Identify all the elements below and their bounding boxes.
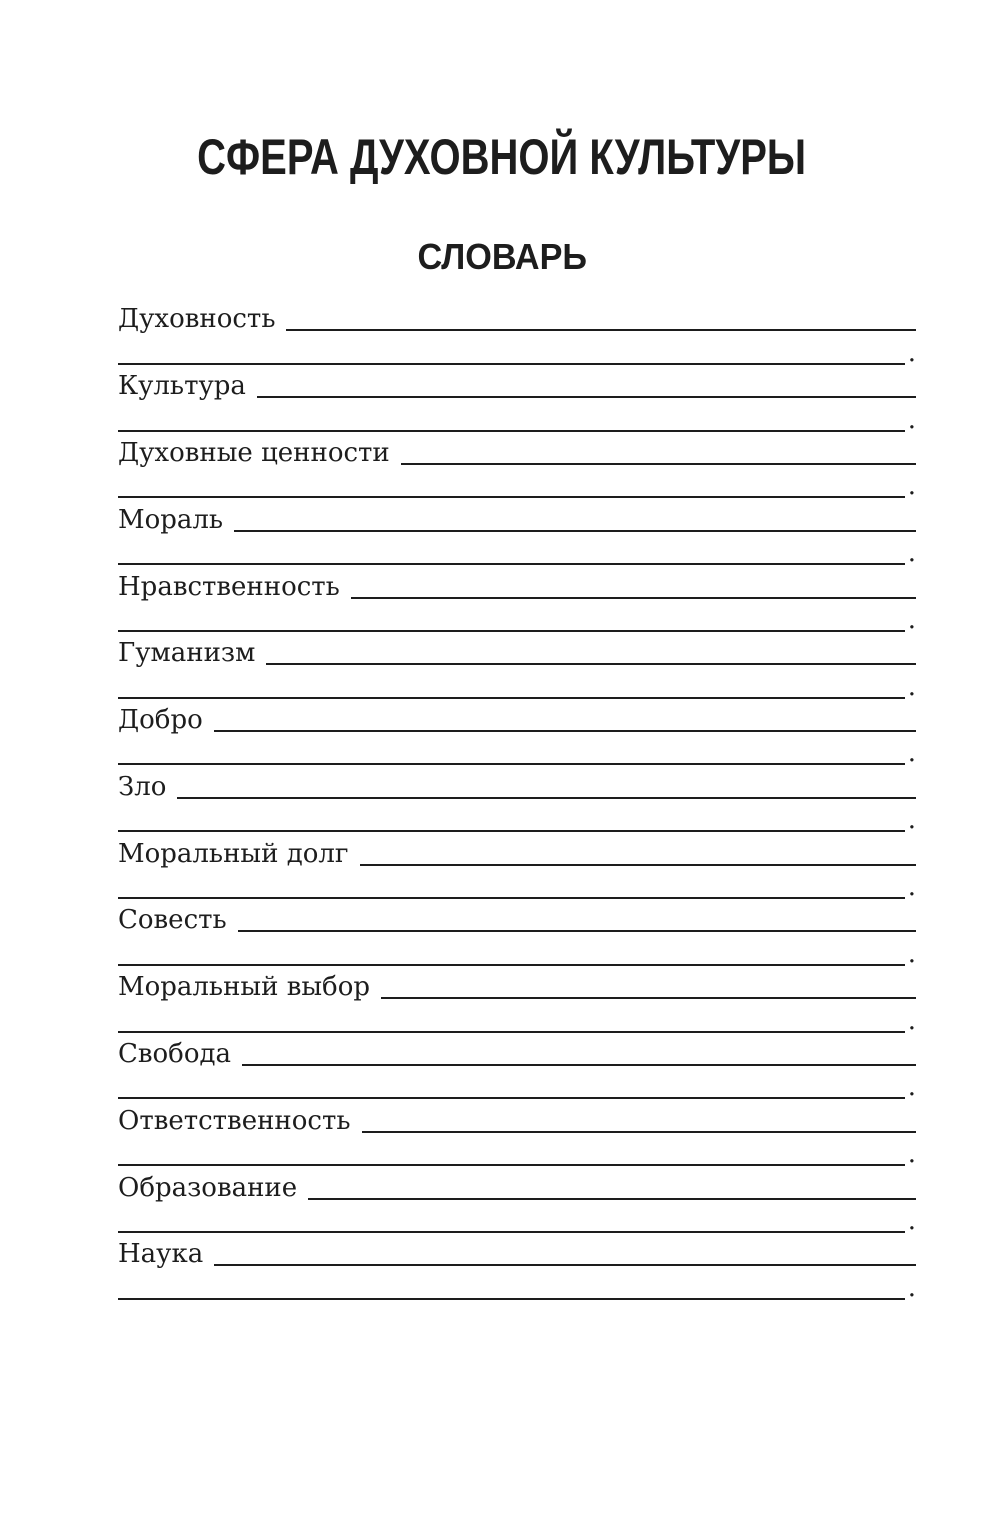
glossary-entry — [118, 1036, 916, 1103]
term-row — [118, 368, 916, 401]
definition-blank-line — [308, 1198, 916, 1200]
sentence-period: . — [907, 872, 916, 903]
document-page — [0, 129, 1004, 1532]
continuation-row — [118, 1002, 916, 1035]
definition-blank-line — [257, 396, 916, 398]
term-row — [118, 435, 916, 468]
glossary-entry — [118, 969, 916, 1036]
continuation-row — [118, 735, 916, 768]
definition-blank-line — [118, 897, 905, 899]
sentence-period: . — [907, 471, 916, 502]
glossary-entry — [118, 568, 916, 635]
definition-blank-line — [360, 864, 916, 866]
definition-blank-line — [118, 363, 905, 365]
glossary-entry — [118, 368, 916, 435]
term-label: Культура — [118, 371, 246, 402]
definition-blank-line — [242, 1064, 916, 1066]
definition-blank-line — [286, 329, 916, 331]
sentence-period: . — [907, 1072, 916, 1103]
definition-blank-line — [381, 997, 916, 999]
sentence-period: . — [907, 337, 916, 368]
term-label: Образование — [118, 1172, 298, 1203]
section-title: СЛОВАРЬ — [417, 236, 587, 277]
definition-blank-line — [118, 496, 905, 498]
definition-blank-line — [214, 1264, 916, 1266]
term-label: Нравственность — [118, 571, 340, 602]
header — [0, 129, 1004, 185]
continuation-row — [118, 535, 916, 568]
definition-blank-line — [401, 463, 916, 465]
glossary-entry — [118, 635, 916, 702]
continuation-row — [118, 668, 916, 701]
term-row — [118, 902, 916, 935]
term-row — [118, 1169, 916, 1202]
page-title: СФЕРА ДУХОВНОЙ КУЛЬТУРЫ — [197, 129, 807, 185]
definition-blank-line — [118, 830, 905, 832]
glossary-entry — [118, 301, 916, 368]
term-label: Моральный долг — [118, 838, 349, 869]
glossary-list — [118, 301, 916, 1303]
sentence-period: . — [907, 538, 916, 569]
definition-blank-line — [266, 663, 916, 665]
sentence-period: . — [907, 404, 916, 435]
glossary-entry — [118, 768, 916, 835]
term-row — [118, 1102, 916, 1135]
glossary-entry — [118, 1169, 916, 1236]
sentence-period: . — [907, 1272, 916, 1303]
subheader — [0, 236, 1004, 277]
term-label: Моральный выбор — [118, 972, 370, 1003]
continuation-row — [118, 334, 916, 367]
term-label: Духовные ценности — [118, 437, 390, 468]
continuation-row — [118, 401, 916, 434]
continuation-row — [118, 1136, 916, 1169]
glossary-entry — [118, 835, 916, 902]
definition-blank-line — [118, 964, 905, 966]
definition-blank-line — [362, 1131, 917, 1133]
definition-blank-line — [177, 797, 916, 799]
term-row — [118, 1236, 916, 1269]
sentence-period: . — [907, 738, 916, 769]
definition-blank-line — [238, 930, 916, 932]
term-label: Духовность — [118, 304, 276, 335]
sentence-period: . — [907, 1139, 916, 1170]
definition-blank-line — [351, 597, 916, 599]
definition-blank-line — [118, 1164, 905, 1166]
continuation-row — [118, 802, 916, 835]
definition-blank-line — [118, 563, 905, 565]
definition-blank-line — [118, 630, 905, 632]
term-label: Свобода — [118, 1038, 232, 1069]
glossary-entry — [118, 501, 916, 568]
term-row — [118, 702, 916, 735]
term-row — [118, 501, 916, 534]
term-label: Зло — [118, 771, 167, 802]
definition-blank-line — [118, 1231, 905, 1233]
term-label: Ответственность — [118, 1105, 351, 1136]
definition-blank-line — [118, 430, 905, 432]
glossary-entry — [118, 435, 916, 502]
continuation-row — [118, 869, 916, 902]
sentence-period: . — [907, 1005, 916, 1036]
glossary-entry — [118, 1236, 916, 1303]
definition-blank-line — [214, 730, 916, 732]
term-row — [118, 568, 916, 601]
glossary-entry — [118, 902, 916, 969]
continuation-row — [118, 935, 916, 968]
sentence-period: . — [907, 1205, 916, 1236]
sentence-period: . — [907, 938, 916, 969]
continuation-row — [118, 1069, 916, 1102]
definition-blank-line — [118, 1031, 905, 1033]
sentence-period: . — [907, 671, 916, 702]
sentence-period: . — [907, 604, 916, 635]
glossary-entry — [118, 1102, 916, 1169]
definition-blank-line — [234, 530, 916, 532]
term-row — [118, 768, 916, 801]
continuation-row — [118, 1203, 916, 1236]
sentence-period: . — [907, 805, 916, 836]
definition-blank-line — [118, 1298, 905, 1300]
glossary-entry — [118, 702, 916, 769]
term-row — [118, 635, 916, 668]
continuation-row — [118, 602, 916, 635]
continuation-row — [118, 1269, 916, 1302]
definition-blank-line — [118, 1097, 905, 1099]
definition-blank-line — [118, 763, 905, 765]
term-row — [118, 301, 916, 334]
term-label: Мораль — [118, 504, 224, 535]
term-label: Гуманизм — [118, 638, 256, 669]
definition-blank-line — [118, 697, 905, 699]
term-row — [118, 1036, 916, 1069]
term-row — [118, 835, 916, 868]
continuation-row — [118, 468, 916, 501]
term-label: Добро — [118, 705, 203, 736]
term-row — [118, 969, 916, 1002]
term-label: Наука — [118, 1239, 204, 1270]
term-label: Совесть — [118, 905, 227, 936]
